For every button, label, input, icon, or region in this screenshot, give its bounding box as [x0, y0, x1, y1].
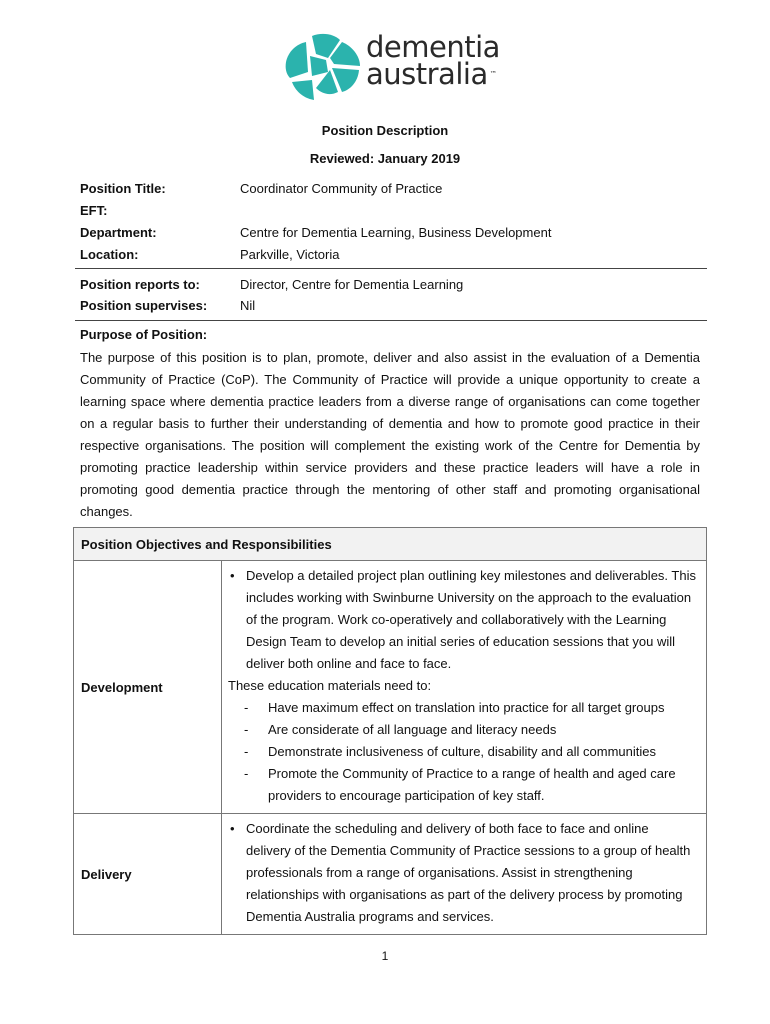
development-content — [222, 561, 707, 814]
objectives-heading: Position Objectives and Responsibilities — [74, 528, 707, 561]
document-title: Position Description — [321, 123, 449, 138]
category-development: Development — [74, 561, 222, 814]
logo-wordmark: dementia australia ™ — [366, 30, 500, 91]
table-row — [74, 561, 707, 814]
field-value: Coordinator Community of Practice — [240, 181, 443, 196]
list-item: - Demonstrate inclusiveness of culture, disability and all communities — [228, 741, 696, 763]
table-row — [74, 814, 707, 935]
delivery-content — [222, 814, 707, 935]
field-label: Location: — [80, 247, 139, 262]
logo-mark-icon — [282, 32, 364, 102]
divider — [75, 268, 707, 269]
field-value: Nil — [240, 298, 256, 313]
field-label: Department: — [80, 225, 157, 240]
field-value: Centre for Dementia Learning, Business Development — [240, 225, 552, 240]
list-item: - Are considerate of all language and literacy needs — [228, 719, 696, 741]
field-value: Parkville, Victoria — [240, 247, 340, 262]
field-value: Director, Centre for Dementia Learning — [240, 277, 464, 292]
field-label: EFT: — [80, 203, 108, 218]
category-delivery: Delivery — [74, 814, 222, 935]
field-label: Position supervises: — [80, 298, 208, 313]
purpose-text: The purpose of this position is to plan, promote, deliver and also assist in the evaluation of a Dementia Community of Practice (CoP). The Community of Practice will provide a unique opportunity to create a learning space where dementia practice leaders from a diverse range of organisations can come together on a regular basis to further their understanding of dementia and how to promote good practice in their respective organisations. The position will complement the existing work of the Centre for Dementia by promoting practice leadership within service providers and these practice leaders will have a role in promoting good dementia practice through the mentoring of other staff and promoting organisational changes. — [80, 350, 700, 519]
field-label: Position reports to: — [80, 277, 200, 292]
page-number: 1 — [381, 949, 389, 963]
development-intro: These education materials need to: — [228, 678, 432, 693]
objectives-table — [73, 527, 707, 935]
reviewed-date: Reviewed: January 2019 — [309, 151, 461, 166]
list-item: - Promote the Community of Practice to a range of health and aged care providers to encourage participation of key staff. — [228, 763, 696, 807]
list-item: - Have maximum effect on translation into practice for all target groups — [228, 697, 696, 719]
field-label: Position Title: — [80, 181, 166, 196]
delivery-bullet: • Coordinate the scheduling and delivery of both face to face and online delivery of the Dementia Community of Practice sessions to a group of health professionals from a range of organisations. Assist in strengthening relationships with organisations as part of the delivery process by promoting Dementia Australia programs and services. — [228, 818, 696, 928]
purpose-heading: Purpose of Position: — [80, 327, 208, 342]
divider — [75, 320, 707, 321]
development-bullet: • Develop a detailed project plan outlining key milestones and deliverables. This includes working with Swinburne University on the approach to the evaluation of the program. Work co-operatively and collaboratively with the Learning Design Team to develop an initial series of education sessions that you will deliver both online and face to face. — [228, 565, 696, 675]
dementia-australia-logo — [282, 30, 500, 102]
